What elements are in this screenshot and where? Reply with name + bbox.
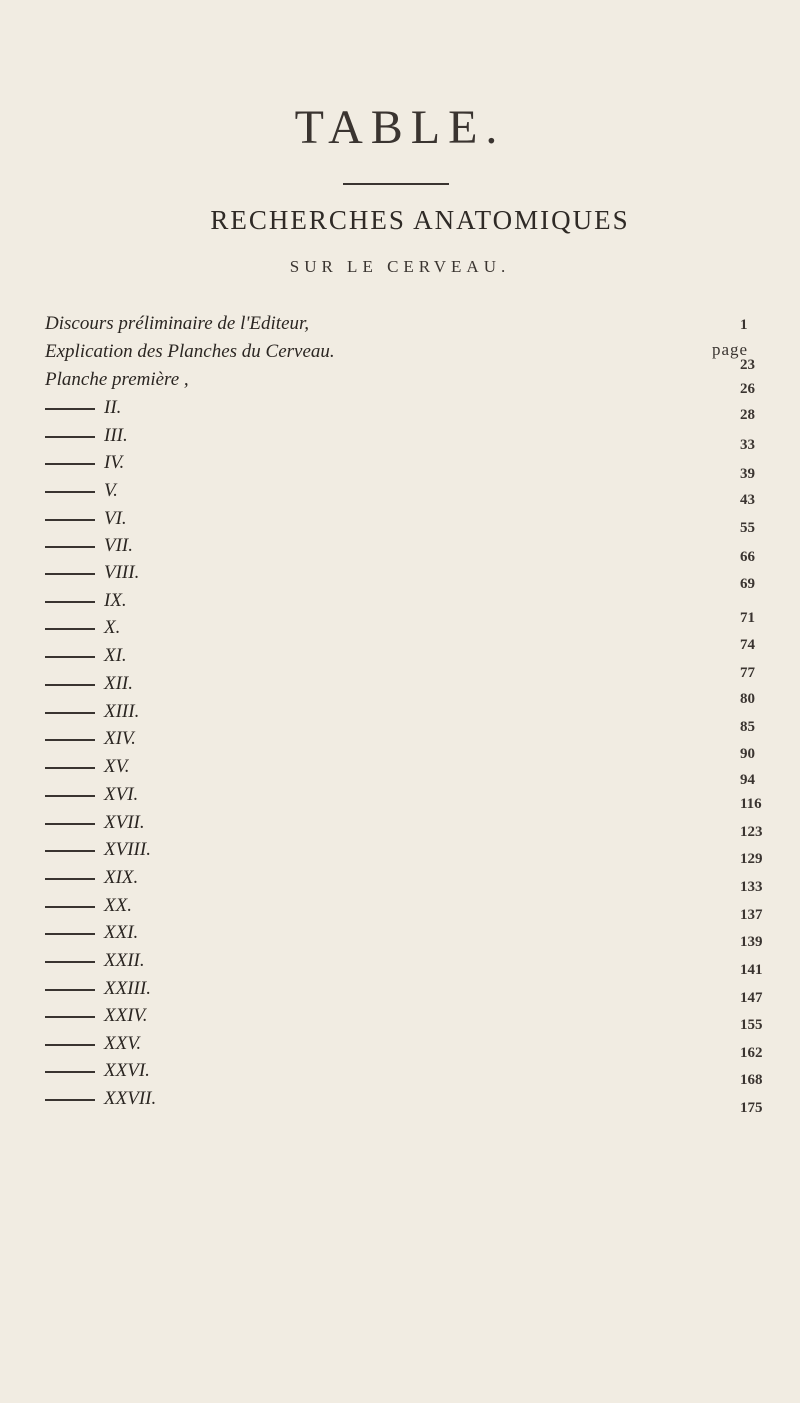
- toc-entry: [0, 839, 800, 867]
- ditto-dash: [45, 601, 95, 603]
- toc-entry-page: 162: [740, 1045, 763, 1061]
- toc-entry-page: 147: [740, 990, 763, 1006]
- toc-entry: [0, 756, 800, 788]
- toc-entry-label: V.: [104, 480, 118, 501]
- toc-entry-label: XXVI.: [104, 1060, 150, 1081]
- toc-entry-page: 39: [740, 466, 755, 482]
- ditto-dash: [45, 656, 95, 658]
- toc-entry-label: XVI.: [104, 784, 139, 805]
- toc-entry-label: XIV.: [104, 728, 136, 749]
- ditto-dash: [45, 933, 95, 935]
- toc-entry: [0, 508, 800, 536]
- toc-entry: [0, 590, 800, 626]
- toc-entry-label: IX.: [104, 590, 127, 611]
- ditto-dash: [45, 436, 95, 438]
- ditto-dash: [45, 906, 95, 908]
- toc-entry-label: XI.: [104, 645, 127, 666]
- toc-entry: [0, 341, 800, 373]
- toc-entry-page: 33: [740, 437, 755, 453]
- ditto-dash: [45, 519, 95, 521]
- toc-entry: [0, 784, 800, 812]
- toc-entry-label: XVIII.: [104, 839, 151, 860]
- toc-entry: [0, 978, 800, 1006]
- section-subtitle: SUR LE CERVEAU.: [289, 257, 511, 276]
- toc-entry: [0, 812, 800, 840]
- toc-entry: [0, 1088, 800, 1116]
- toc-entry: [0, 895, 800, 923]
- toc-entry-page: 28: [740, 407, 755, 423]
- toc-entry-page: 80: [740, 691, 755, 707]
- ditto-dash: [45, 463, 95, 465]
- toc-entry-page: 23: [740, 357, 755, 373]
- toc-entry-page: 69: [740, 576, 755, 592]
- toc-entry-page: 90: [740, 746, 755, 762]
- toc-entry-page: 133: [740, 879, 763, 895]
- toc-entry: [0, 535, 800, 565]
- toc-entry-label: VIII.: [104, 562, 140, 583]
- ditto-dash: [45, 850, 95, 852]
- toc-entry: [0, 562, 800, 592]
- toc-entry: [0, 728, 800, 762]
- toc-entry-page: 129: [740, 851, 763, 867]
- toc-entry: [0, 313, 800, 337]
- toc-entry-label: XXI.: [104, 922, 139, 943]
- toc-entry-page: 94: [740, 772, 755, 788]
- toc-entry: [0, 452, 800, 482]
- toc-entry: [0, 950, 800, 978]
- toc-entry-label: XV.: [104, 756, 130, 777]
- ditto-dash: [45, 491, 95, 493]
- toc-entry-page: 43: [740, 492, 755, 508]
- toc-entry-page: 66: [740, 549, 755, 565]
- toc-entry-label: XXV.: [104, 1033, 142, 1054]
- toc-entry: [0, 1033, 800, 1061]
- toc-entry-page: 175: [740, 1100, 763, 1116]
- toc-entry-label: X.: [104, 617, 121, 638]
- toc-entry-page: 55: [740, 520, 755, 536]
- toc-entry-page: 74: [740, 637, 755, 653]
- toc-entry-page: 139: [740, 934, 763, 950]
- ditto-dash: [45, 823, 95, 825]
- toc-entry: [0, 1005, 800, 1033]
- toc-entry-page: 137: [740, 907, 763, 923]
- toc-entry: [0, 397, 800, 421]
- toc-entry: [0, 480, 800, 508]
- toc-entry: [0, 1060, 800, 1088]
- toc-entry-page: 123: [740, 824, 763, 840]
- toc-entry-label: XXIII.: [104, 978, 151, 999]
- toc-entry: [0, 673, 800, 707]
- toc-entry: [0, 369, 800, 397]
- ditto-dash: [45, 767, 95, 769]
- ditto-dash: [45, 989, 95, 991]
- toc-entry-label: XXII.: [104, 950, 145, 971]
- page-column-label: page: [712, 340, 749, 359]
- toc-entry-page: 1: [740, 317, 748, 333]
- toc-entry-page: 155: [740, 1017, 763, 1033]
- toc-entry-label: II.: [104, 397, 122, 418]
- toc-entry: [0, 617, 800, 653]
- toc-entry-page: 168: [740, 1072, 763, 1088]
- toc-entry-label: XIII.: [104, 701, 140, 722]
- toc-entry-label: IV.: [104, 452, 125, 473]
- toc-entry-label: Explication des Planches du Cerveau.: [45, 341, 335, 362]
- toc-entry: [0, 922, 800, 950]
- toc-entry-label: XII.: [104, 673, 134, 694]
- ditto-dash: [45, 684, 95, 686]
- toc-entry-label: XXIV.: [104, 1005, 148, 1026]
- toc-entry: [0, 701, 800, 735]
- ditto-dash: [45, 739, 95, 741]
- toc-entry-label: VI.: [104, 508, 127, 529]
- ditto-dash: [45, 1071, 95, 1073]
- ditto-dash: [45, 628, 95, 630]
- ditto-dash: [45, 1044, 95, 1046]
- toc-entry-page: 116: [740, 796, 762, 812]
- toc-entry-page: 26: [740, 381, 755, 397]
- ditto-dash: [45, 573, 95, 575]
- toc-entry: [0, 645, 800, 681]
- ditto-dash: [45, 408, 95, 410]
- toc-entry-label: XX.: [104, 895, 132, 916]
- ditto-dash: [45, 1099, 95, 1101]
- ditto-dash: [45, 1016, 95, 1018]
- ditto-dash: [45, 878, 95, 880]
- toc-entry-page: 77: [740, 665, 755, 681]
- toc-entry-label: III.: [104, 425, 128, 446]
- ditto-dash: [45, 795, 95, 797]
- toc-entry-page: 71: [740, 610, 755, 626]
- toc-entry-page: 85: [740, 719, 755, 735]
- toc-entry-page: 141: [740, 962, 763, 978]
- ditto-dash: [45, 961, 95, 963]
- toc-entry-label: XXVII.: [104, 1088, 157, 1109]
- toc-entry-label: Planche première ,: [45, 369, 189, 390]
- ditto-dash: [45, 546, 95, 548]
- toc-entry-label: XIX.: [104, 867, 139, 888]
- toc-entry-label: VII.: [104, 535, 134, 556]
- ditto-dash: [45, 712, 95, 714]
- section-title: RECHERCHES ANATOMIQUES: [210, 205, 630, 235]
- toc-entry: [0, 425, 800, 453]
- toc-entry-label: Discours préliminaire de l'Editeur,: [45, 313, 310, 334]
- toc-entry: [0, 867, 800, 895]
- toc-entry-label: XVII.: [104, 812, 145, 833]
- page-title: TABLE.: [294, 101, 506, 154]
